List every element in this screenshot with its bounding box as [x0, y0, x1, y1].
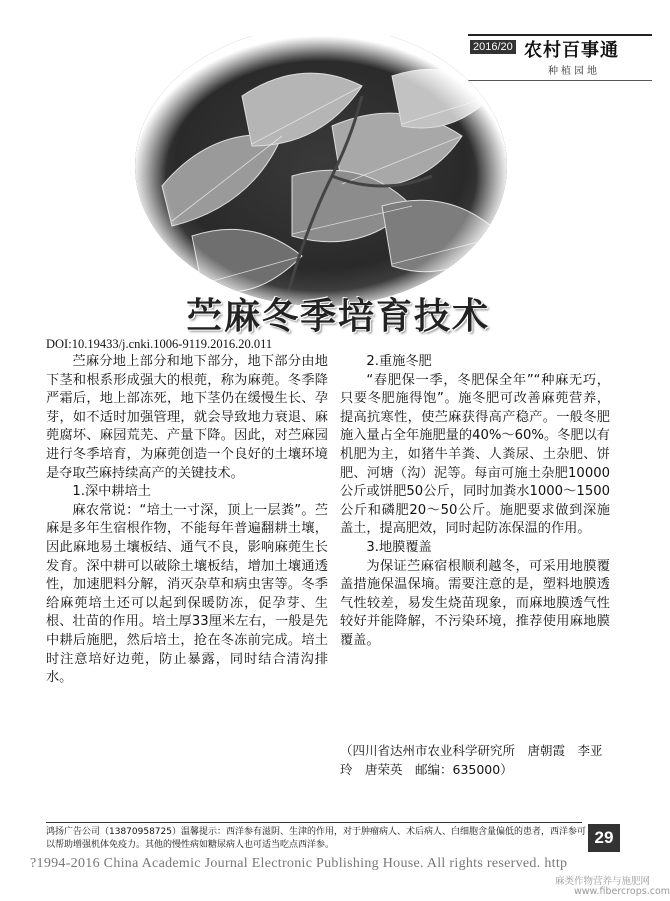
section-3-heading: 3.地膜覆盖 — [366, 539, 432, 555]
magazine-name: 农村百事通 — [524, 40, 619, 61]
intro-paragraph: 苎麻分地上部分和地下部分，地下部分由地下茎和根系形成强大的根蔸，称为麻蔸。冬季降严霜后，地上部冻死，地下茎仍在缓慢生长、孕芽，如不适时加强管理，就会导致地力衰退、麻蔸腐坏、麻园荒芜、产量下降。因此，对苎麻园进行冬季培育，为麻蔸创造一个良好的土壤环境是夺取苎麻持续高产的关键技术。 — [46, 354, 328, 481]
ramie-leaves-photo — [132, 36, 510, 316]
section-3-body: 为保证苎麻宿根顺利越冬，可采用地膜覆盖措施保温保墒。需要注意的是，塑料地膜透气性较差，易发生烧苗现象，而麻地膜透气性较好并能降解，不污染环境，推荐使用麻地膜覆盖。 — [340, 558, 610, 648]
column-left — [46, 353, 328, 688]
article-title: 苎麻冬季培育技术 — [186, 295, 491, 337]
doi-line: DOI:10.19433/j.cnki.1006-9119.2016.20.011 — [46, 337, 273, 351]
section-2-heading: 2.重施冬肥 — [366, 354, 432, 369]
section-name: 种植园地 — [548, 66, 600, 77]
section-1-heading: 1.深中耕培土 — [72, 484, 151, 500]
watermark-site-name: 麻类作物营养与施肥网 — [555, 876, 651, 887]
author-affiliation: （四川省达州市农业科学研究所 唐朝霞 李亚玲 唐荣英 邮编：635000） — [340, 743, 603, 777]
copyright-line: ?1994-2016 China Academic Journal Electronic Publishing House. All rights reserved. http — [30, 856, 568, 871]
watermark-url: www.fibercrops.com — [574, 886, 670, 897]
issue-number: 2016/20 — [470, 40, 516, 54]
section-2-body: “春肥保一季，冬肥保全年”“种麻无巧，只要冬肥施得饱”。施冬肥可改善麻蔸营养，提高抗寒性，使苎麻获得高产稳产。一般冬肥施入量占全年施肥量的40%～60%。冬肥以有机肥为主，如猪牛羊粪、人粪尿、土杂肥、饼肥、河塘（沟）泥等。每亩可施土杂肥10000公斤或饼肥50公斤，同时加粪水1000～1500公斤和磷肥20～50公斤。施肥要求做到深施盖土，提高肥效，同时起防冻保温的作用。 — [340, 372, 610, 537]
page-number: 29 — [588, 824, 620, 852]
section-1-body: 麻农常说：“培土一寸深，顶上一层粪”。苎麻是多年生宿根作物，不能每年普遍翻耕土壤，因此麻地易土壤板结、通气不良，影响麻蔸生长发育。深中耕可以破除土壤板结，增加土壤通透性，加速肥料分解，消灭杂草和病虫害等。冬季给麻蔸培土还可以起到保暖防冻，促孕芽、生根、壮苗的作用。培土厚33厘米左右，一般是先中耕后施肥，然后培土，抢在冬冻前完成。培土时注意培好边蔸，防止暴露，同时结合清沟排水。 — [46, 502, 328, 686]
footer-rule — [46, 822, 582, 823]
column-right — [340, 353, 610, 651]
footer-advertisement: 鸿扬广告公司（13870958725）温馨提示：西洋参有滋阴、生津的作用，对于肿瘤病人、术后病人、白细胞含量偏低的患者，西洋参可以帮助增强机体免疫力。其他的慢性病如糖尿病人也可适当吃点西洋参。 — [46, 827, 586, 850]
